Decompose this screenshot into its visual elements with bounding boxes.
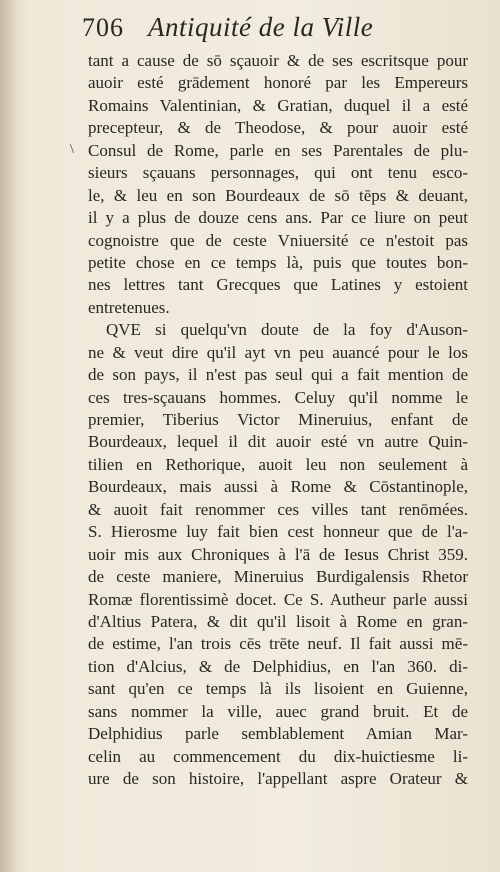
text-line: ure de son histoire, l'appellant aspre Orateur & [88, 769, 468, 788]
text-line: Romains Valentinian, & Gratian, duquel il a esté [88, 95, 468, 115]
text-line: nes lettres tant Grecques que Latines y estoient [88, 275, 468, 295]
text-line: tion d'Alcius, & de Delphidius, en l'an 360. di- [88, 656, 468, 676]
text-line: de son pays, il n'est pas seul qui a fait mention de [88, 365, 468, 385]
text-line: uoir mis aux Chroniques à l'ā de Iesus Christ 359. [88, 544, 468, 564]
text-line: premier, Tiberius Victor Mineruius, enfant de [88, 410, 468, 429]
body-text [88, 50, 468, 790]
text-line: auoir esté grādement honoré par les Empereurs [88, 73, 468, 93]
text-line: le, & leu en son Bourdeaux de sō tēps & deuant, [88, 185, 468, 205]
text-line: Consul de Rome, parle en ses Parentales de plu- [88, 140, 468, 160]
text-line: entretenues. [88, 297, 170, 317]
text-line: de estime, l'an trois cēs trēte neuf. Il fait aussi mē- [88, 634, 468, 654]
text-line: ces tres-sçauans hommes. Celuy qu'il nomme le [88, 387, 468, 407]
text-line: Bourdeaux, lequel il dit auoir esté vn autre Quin- [88, 432, 468, 452]
margin-mark: \ [70, 142, 74, 157]
running-head: Antiquité de la Ville [148, 12, 374, 42]
text-line: celin au commencement du dix-huictiesme li- [88, 746, 468, 766]
text-line: Delphidius parle semblablement Amian Mar- [88, 724, 468, 744]
text-line: & auoit fait renommer ces villes tant renōmées. [88, 499, 468, 519]
text-line: tant a cause de sō sçauoir & de ses escritsque pour [88, 51, 468, 70]
text-line: d'Altius Patera, & dit qu'il lisoit à Rome en gran- [88, 611, 468, 631]
text-line: ne & veut dire qu'il ayt vn peu auancé pour le los [88, 342, 468, 362]
text-line: Bourdeaux, mais aussi à Rome & Cōstantinople, [88, 477, 468, 497]
text-line: cognoistre que de ceste Vniuersité ce n'estoit pas [88, 230, 468, 250]
page-header [82, 12, 472, 52]
page-bottom-margin [88, 835, 468, 865]
text-line: il y a plus de douze cens ans. Par ce liure on peut [88, 208, 468, 228]
paragraph-start-line: QVE si quelqu'vn doute de la foy d'Auson- [106, 320, 468, 340]
text-line: sant qu'en ce temps là ils lisoient en Guienne, [88, 679, 468, 699]
text-line: precepteur, & de Theodose, & pour auoir esté [88, 118, 468, 138]
page-number: 706 [82, 13, 124, 42]
text-line: sans nommer la ville, auec grand bruit. Et de [88, 701, 468, 721]
text-line: tilien en Rethorique, auoit leu non seulement à [88, 454, 468, 474]
text-line: S. Hierosme luy fait bien cest honneur que de l'a- [88, 522, 468, 542]
text-line: Romæ florentissimè docet. Ce S. Autheur parle aussi [88, 589, 468, 609]
text-line: sieurs sçauans personnages, qui ont tenu esco- [88, 163, 468, 183]
text-line: petite chose en ce temps là, puis que toutes bon- [88, 252, 468, 272]
text-line: de ceste maniere, Mineruius Burdigalensis Rhetor [88, 567, 468, 587]
